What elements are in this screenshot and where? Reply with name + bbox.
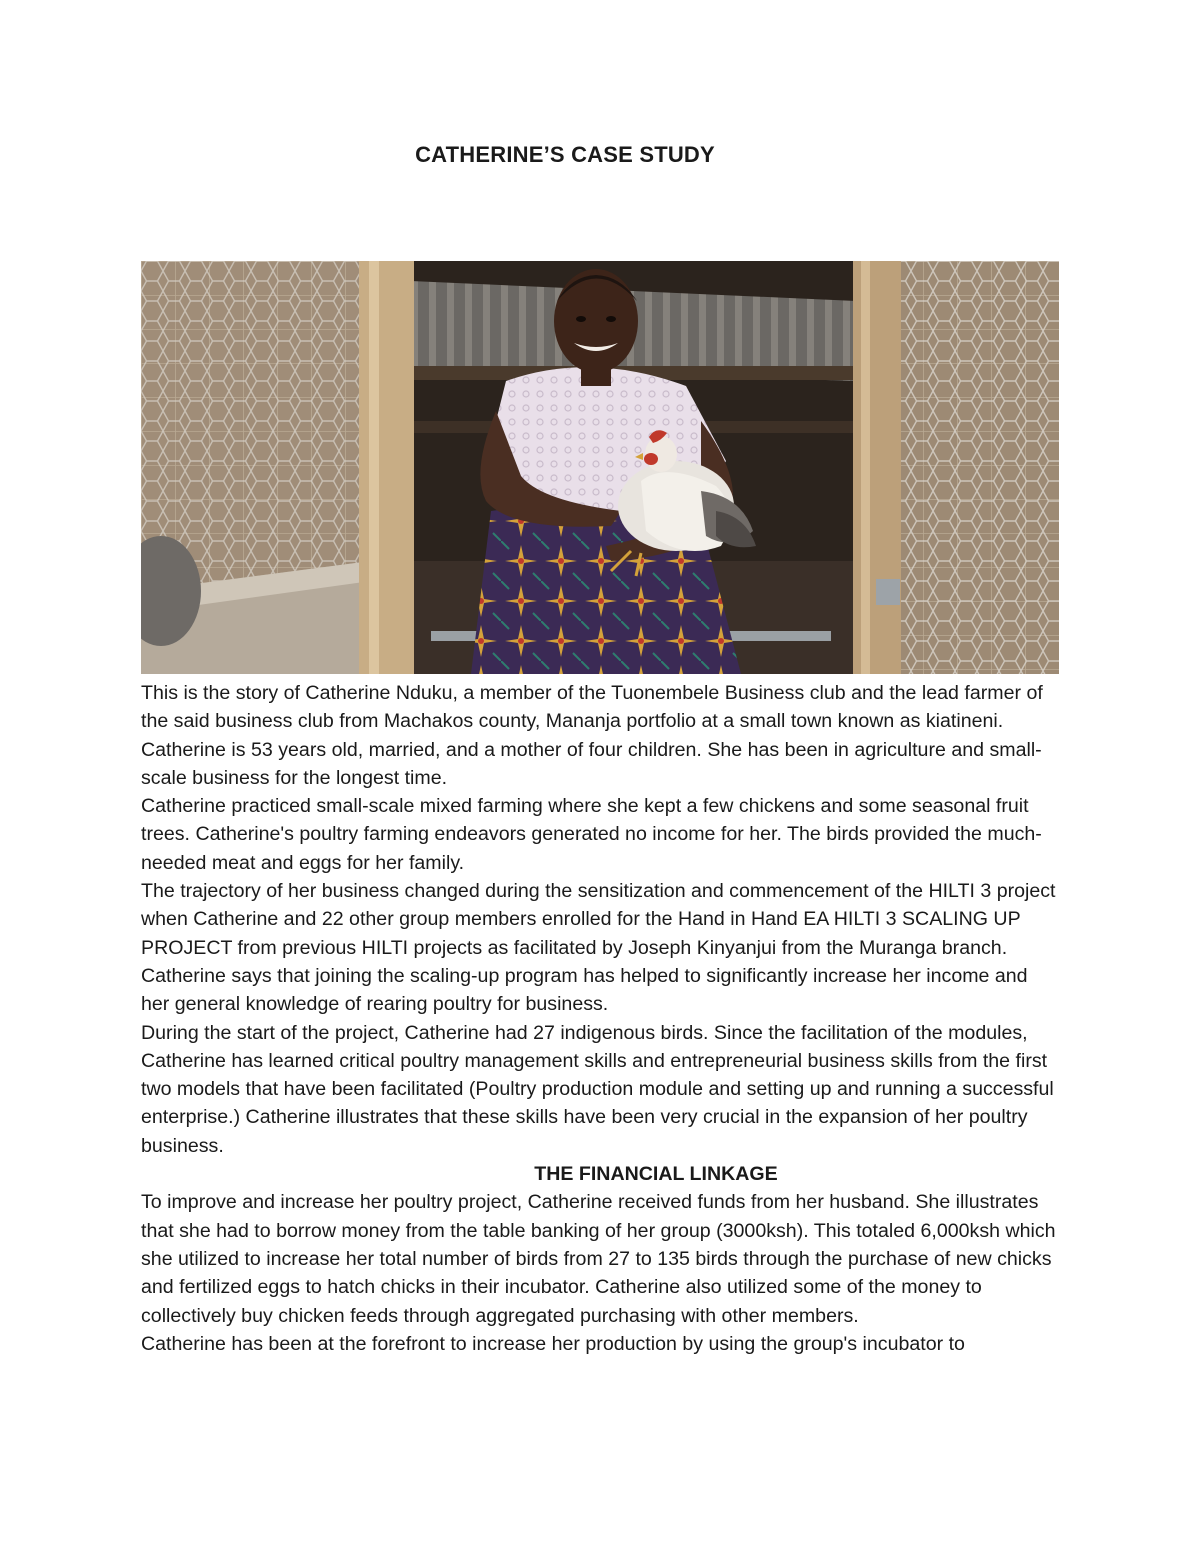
paragraph-project-start: During the start of the project, Catherine had 27 indigenous birds. Since the facilitation of the modules, Catherine has learned critical poultry management skills and entrepreneurial business skills from the first two models that have been facilitated (Poultry production module and setting up and running a successful enterprise.) Catherine illustrates that these skills have been very crucial in the expansion of her poultry business.: [141, 1021, 1054, 1157]
paragraph-incubator: Catherine has been at the forefront to increase her production by using the group's incubator to: [141, 1332, 965, 1355]
paragraph-trajectory: The trajectory of her business changed during the sensitization and commencement of the HILTI 3 project when Catherine and 22 other group members enrolled for the Hand in Hand EA HILTI 3 SCALING UP PROJECT from previous HILTI projects as facilitated by Joseph Kinyanjui from the Muranga branch. Catherine says that joining the scaling-up program has helped to significantly increase her income and her general knowledge of rearing poultry for business.: [141, 880, 1056, 1016]
section-heading: THE FINANCIAL LINKAGE: [534, 1163, 778, 1186]
body-text: [141, 679, 1061, 1358]
paragraph-financial: To improve and increase her poultry project, Catherine received funds from her husband. She illustrates that she had to borrow money from the table banking of her group (3000ksh). This totaled 6,000ksh which she utilized to increase her total number of birds from 27 to 135 birds through the purchase of new chicks and fertilized eggs to hatch chicks in their incubator. Catherine also utilized some of the money to collectively buy chicken feeds through aggregated purchasing with other members.: [141, 1191, 1056, 1327]
paragraph-intro: This is the story of Catherine Nduku, a member of the Tuonembele Business club and the lead farmer of the said business club from Machakos county, Mananja portfolio at a small town known as kiatineni. Catherine is 53 years old, married, and a mother of four children. She has been in agriculture and small-scale business for the longest time.: [141, 682, 1043, 789]
paragraph-farming: Catherine practiced small-scale mixed farming where she kept a few chickens and some seasonal fruit trees. Catherine's poultry farming endeavors generated no income for her. The birds provided the much-needed meat and eggs for her family.: [141, 795, 1042, 874]
photo-illustration: [141, 261, 1059, 674]
photo-woman-holding-chicken: [141, 261, 1059, 674]
page-title: CATHERINE’S CASE STUDY: [415, 142, 715, 167]
